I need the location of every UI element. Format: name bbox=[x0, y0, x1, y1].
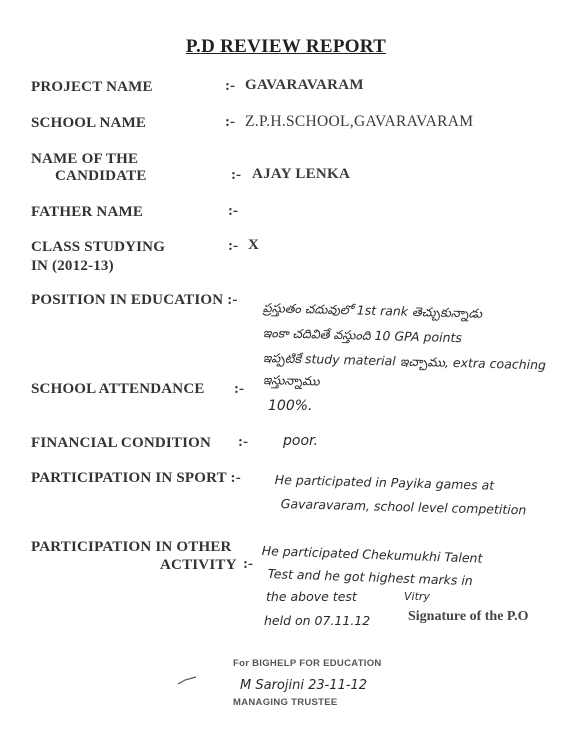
sport-label: PARTICIPATION IN SPORT :- bbox=[31, 470, 241, 486]
attendance-label: SCHOOL ATTENDANCE bbox=[31, 381, 205, 397]
project-name-value: GAVARAVARAM bbox=[245, 77, 364, 93]
report-title: P.D REVIEW REPORT bbox=[185, 36, 387, 57]
class-separator: :- bbox=[228, 238, 238, 254]
other-handwritten-line1: He participated Chekumukhi Talent bbox=[261, 543, 483, 566]
class-label-line1: CLASS STUDYING bbox=[31, 239, 166, 255]
position-label: POSITION IN EDUCATION :- bbox=[31, 292, 238, 308]
attendance-separator: :- bbox=[234, 381, 244, 397]
position-handwritten-line3: ఇప్పటికే study material ఇచ్చాము, extra coaching bbox=[262, 350, 547, 373]
other-handwritten-line4: held on 07.11.12 bbox=[264, 613, 371, 628]
father-name-label: FATHER NAME bbox=[31, 204, 144, 220]
father-name-separator: :- bbox=[228, 203, 238, 219]
other-label-line1: PARTICIPATION IN OTHER bbox=[31, 539, 232, 555]
project-name-label: PROJECT NAME bbox=[31, 79, 153, 95]
financial-label: FINANCIAL CONDITION bbox=[31, 435, 212, 451]
position-handwritten-line2: ఇంకా చదివితే వస్తుంది 10 GPA points bbox=[262, 325, 463, 346]
attendance-value: 100%. bbox=[268, 398, 313, 414]
position-handwritten-line4: ఇస్తున్నాము bbox=[262, 372, 320, 389]
class-label-line2: IN (2012-13) bbox=[31, 258, 114, 274]
position-handwritten-line1: ప్రస్తుతం చదువులో 1st rank తెచ్చుకున్నాడు bbox=[262, 300, 483, 321]
financial-separator: :- bbox=[238, 434, 248, 450]
project-name-separator: :- bbox=[225, 78, 235, 94]
candidate-label-line2: CANDIDATE bbox=[55, 168, 147, 184]
po-signature-mark: Vitry bbox=[404, 590, 430, 603]
footer-organization: For BIGHELP FOR EDUCATION bbox=[233, 658, 382, 669]
candidate-label-line1: NAME OF THE bbox=[31, 151, 139, 167]
school-name-separator: :- bbox=[225, 114, 235, 130]
other-label-line2: ACTIVITY bbox=[160, 557, 237, 573]
other-separator: :- bbox=[243, 556, 253, 572]
other-handwritten-line3: the above test bbox=[266, 589, 357, 604]
school-name-label: SCHOOL NAME bbox=[31, 115, 147, 131]
candidate-value: AJAY LENKA bbox=[252, 166, 351, 182]
po-signature-label: Signature of the P.O bbox=[408, 609, 529, 624]
footer-role: MANAGING TRUSTEE bbox=[233, 697, 338, 708]
financial-value: poor. bbox=[283, 433, 318, 449]
school-name-value: Z.P.H.SCHOOL,GAVARAVARAM bbox=[245, 113, 474, 130]
candidate-separator: :- bbox=[231, 167, 241, 183]
pen-tick-mark bbox=[176, 674, 200, 688]
class-value: X bbox=[248, 237, 260, 253]
sport-handwritten-line1: He participated in Payika games at bbox=[274, 472, 495, 493]
other-handwritten-line2: Test and he got highest marks in bbox=[267, 566, 474, 589]
footer-signature: M Sarojini 23-11-12 bbox=[240, 678, 368, 693]
sport-handwritten-line2: Gavaravaram, school level competition bbox=[280, 496, 527, 518]
